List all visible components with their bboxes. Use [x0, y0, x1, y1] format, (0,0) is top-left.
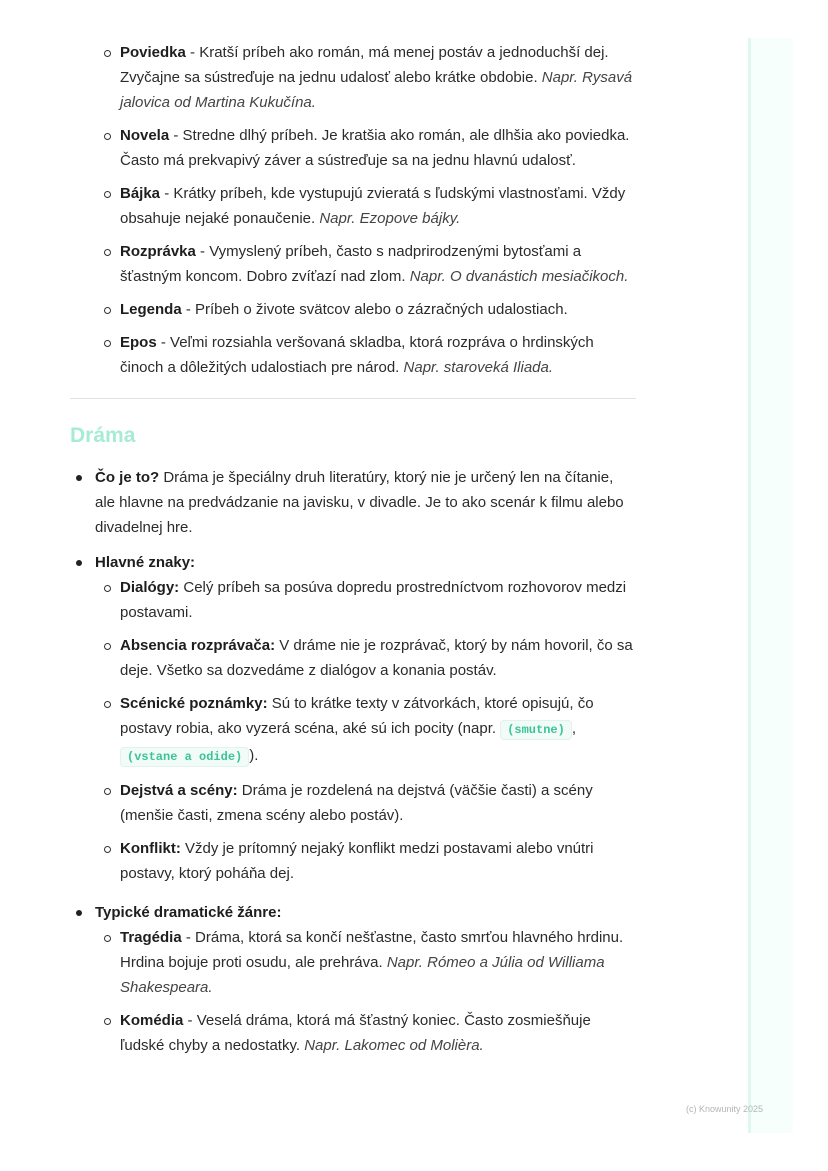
term: Dialógy: — [120, 579, 180, 596]
example: Napr. Rómeo a Júlia od Williama Shakespeara. — [120, 954, 605, 996]
term: Epos — [120, 334, 157, 351]
desc: Dráma je rozdelená na dejstvá (väčšie časti) a scény (menšie časti, zmena scény alebo postáv). — [120, 782, 593, 824]
list-item — [95, 575, 636, 625]
list-item — [70, 40, 636, 115]
example: Napr. staroveká Iliada. — [403, 359, 554, 376]
code-snippet: (smutne) — [500, 720, 572, 740]
list-item — [95, 925, 636, 1000]
desc: - Kratší príbeh ako román, má menej postáv a jednoduchší dej. Zvyčajne sa sústreďuje na jednu udalosť alebo krátke obdobie. — [120, 44, 609, 86]
desc: Celý príbeh sa posúva dopredu prostredníctvom rozhovorov medzi postavami. — [120, 579, 627, 621]
example: Napr. O dvanástich mesiačikoch. — [409, 268, 629, 285]
separator: , — [571, 720, 576, 737]
desc: - Príbeh o živote svätcov alebo o zázračných udalostiach. — [181, 301, 568, 318]
term: Hlavné znaky: — [95, 554, 196, 571]
term: Bájka — [120, 185, 161, 202]
term: Absencia rozprávača: — [120, 637, 276, 654]
section-heading: Dráma — [70, 424, 136, 447]
desc: - Veselá dráma, ktorá má šťastný koniec. Často zosmiešňuje ľudské chyby a nedostatky. — [120, 1012, 591, 1054]
term: Rozprávka — [120, 243, 196, 260]
list-item — [95, 1008, 636, 1058]
desc: - Vymyslený príbeh, často s nadprirodzenými bytosťami a šťastným koncom. Dobro zvíťazí nad zlom. — [120, 243, 582, 285]
term: Konflikt: — [120, 840, 181, 857]
term: Novela — [120, 127, 170, 144]
code-snippet: (vstane a odide) — [120, 747, 249, 767]
list-item — [95, 836, 636, 886]
term: Poviedka — [120, 44, 186, 61]
list-item — [95, 691, 636, 770]
copyright-footer: (c) Knowunity 2025 — [686, 1104, 764, 1114]
term: Čo je to? — [95, 469, 160, 486]
desc: - Stredne dlhý príbeh. Je kratšia ako román, ale dlhšia ako poviedka. Často má prekvapivý záver a sústreďuje sa na jednu hlavnú udalosť. — [120, 127, 630, 169]
list-item — [70, 465, 636, 540]
desc: - Dráma, ktorá sa končí nešťastne, často smrťou hlavného hrdinu. Hrdina bojuje proti osudu, ale prehráva. — [120, 929, 624, 971]
term: Komédia — [120, 1012, 184, 1029]
document-content — [70, 40, 636, 1068]
term: Typické dramatické žánre: — [95, 904, 282, 921]
term: Tragédia — [120, 929, 182, 946]
drama-list — [70, 465, 636, 1058]
list-item — [70, 900, 636, 1058]
example: Napr. Rysavá jalovica od Martina Kukučína. — [120, 69, 633, 111]
list-item — [95, 778, 636, 828]
desc: - Krátky príbeh, kde vystupujú zvieratá s ľudskými vlastnosťami. Vždy obsahuje nejaké ponaučenie. — [120, 185, 626, 227]
term: Legenda — [120, 301, 182, 318]
term: Dejstvá a scény: — [120, 782, 238, 799]
list-item — [70, 550, 636, 886]
epic-genres-list — [70, 40, 636, 380]
desc-end: ). — [249, 747, 259, 764]
example: Napr. Lakomec od Molièra. — [304, 1037, 484, 1054]
desc: Vždy je prítomný nejaký konflikt medzi postavami alebo vnútri postavy, ktorý poháňa dej. — [120, 840, 594, 882]
desc: V dráme nie je rozprávač, ktorý by nám hovoril, čo sa deje. Všetko sa dozvedáme z dialógov a konania postáv. — [120, 637, 633, 679]
list-item — [70, 239, 636, 289]
side-panel — [748, 38, 793, 1133]
term: Scénické poznámky: — [120, 695, 268, 712]
list-item — [70, 123, 636, 173]
list-item — [70, 330, 636, 380]
example: Napr. Ezopove bájky. — [319, 210, 461, 227]
list-item — [95, 633, 636, 683]
desc: Sú to krátke texty v zátvorkách, ktoré opisujú, čo postavy robia, ako vyzerá scéna, aké sú ich pocity (napr. — [120, 695, 594, 737]
list-item — [70, 181, 636, 231]
desc: Dráma je špeciálny druh literatúry, ktorý nie je určený len na čítanie, ale hlavne na predvádzanie na javisku, v divadle. Je to ako scenár k filmu alebo divadelnej hre. — [95, 469, 624, 536]
divider — [70, 398, 636, 399]
desc: - Veľmi rozsiahla veršovaná skladba, ktorá rozpráva o hrdinských činoch a dôležitých udalostiach pre národ. — [120, 334, 594, 376]
list-item — [70, 297, 636, 322]
